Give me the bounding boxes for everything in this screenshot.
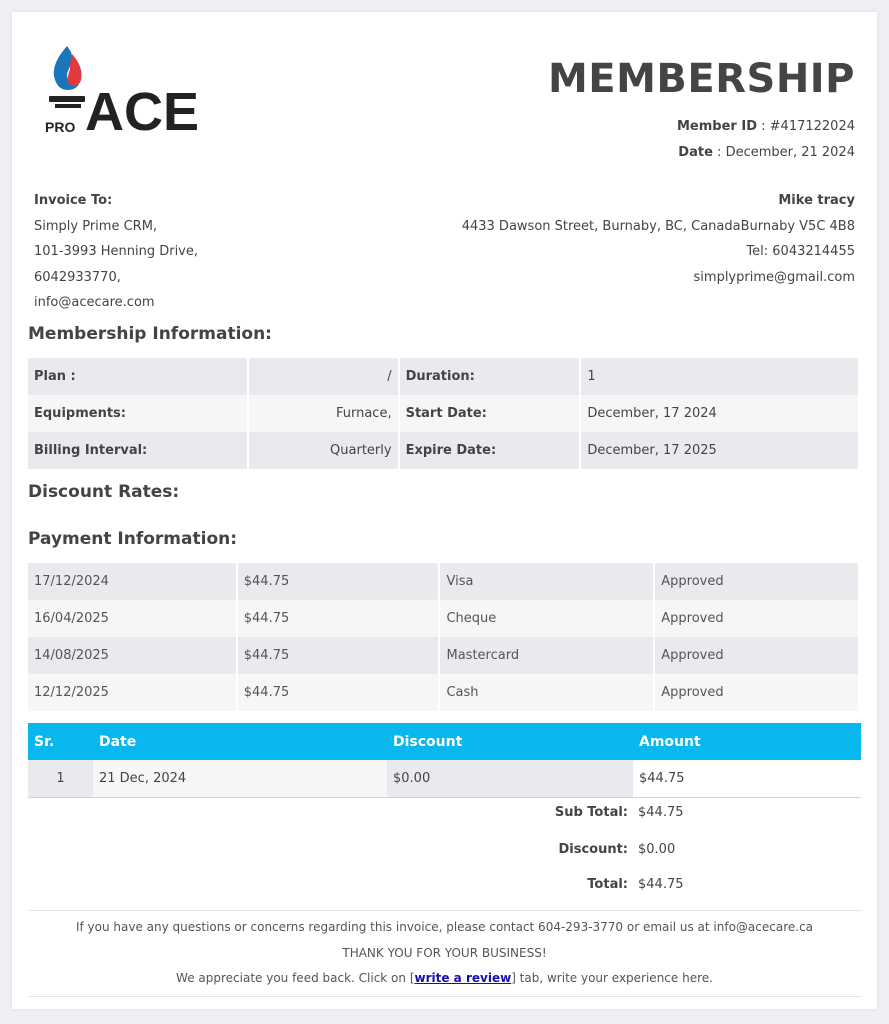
col-sr: Sr.: [28, 723, 93, 760]
payment-table: [28, 563, 860, 711]
table-row: Plan : / Duration: 1: [28, 358, 859, 395]
invoice-to-block: [34, 188, 198, 316]
member-id: Member ID : #417122024: [677, 119, 855, 134]
footer-thanks: THANK YOU FOR YOUR BUSINESS!: [342, 945, 547, 960]
membership-title: Membership Information:: [28, 324, 272, 344]
subtotal-value: $44.75: [638, 805, 684, 820]
table-row: 12/12/2025 $44.75 Cash Approved: [28, 674, 859, 711]
invoice-table: [28, 723, 861, 798]
table-row: Equipments: Furnace, Start Date: December, 17 2024: [28, 395, 859, 432]
customer-block: [462, 188, 855, 290]
bill-address: 101-3993 Henning Drive,: [34, 244, 198, 259]
invoice-date: Date : December, 21 2024: [678, 145, 855, 160]
svg-text:ACE: ACE: [85, 82, 200, 136]
bill-phone: 6042933770,: [34, 269, 121, 285]
proace-logo: [45, 40, 225, 136]
total-value: $44.75: [638, 877, 684, 892]
bill-email: info@acecare.com: [34, 295, 155, 310]
discount-value: $0.00: [638, 842, 676, 857]
invoice-header-row: [28, 723, 861, 760]
document-title: MEMBERSHIP: [547, 56, 855, 102]
write-review-link[interactable]: write a review: [414, 971, 512, 985]
bill-company: Simply Prime CRM,: [34, 218, 158, 234]
total-label: Total:: [587, 877, 628, 892]
table-row: 14/08/2025 $44.75 Mastercard Approved: [28, 637, 859, 674]
customer-name: Mike tracy: [778, 193, 855, 208]
invoice-page: [12, 12, 877, 1009]
table-row: 1 21 Dec, 2024 $0.00 $44.75: [28, 760, 861, 798]
table-row: Billing Interval: Quarterly Expire Date: December, 17 2025: [28, 432, 859, 469]
customer-tel: Tel: 6043214455: [746, 244, 855, 259]
col-date: Date: [93, 723, 387, 760]
footer-contact: If you have any questions or concerns regarding this invoice, please contact 604-293-3770 or email us at info@acecare.ca: [75, 920, 814, 934]
customer-email: simplyprime@gmail.com: [693, 269, 855, 285]
col-discount: Discount: [387, 723, 633, 760]
membership-table: [28, 358, 860, 469]
totals-block: [12, 802, 877, 902]
footer-review: We appreciate you feed back. Click on [write a review] tab, write your experience here.: [176, 971, 713, 985]
table-row: 17/12/2024 $44.75 Visa Approved: [28, 563, 859, 600]
table-row: 16/04/2025 $44.75 Cheque Approved: [28, 600, 859, 637]
col-amount: Amount: [633, 723, 861, 760]
discount-label: Discount:: [558, 842, 628, 857]
subtotal-label: Sub Total:: [554, 805, 628, 820]
discount-title: Discount Rates:: [28, 482, 180, 502]
footer: [28, 910, 861, 997]
svg-text:PRO: PRO: [45, 119, 76, 135]
customer-address: 4433 Dawson Street, Burnaby, BC, CanadaBurnaby V5C 4B8: [461, 218, 855, 234]
invoice-to-heading: Invoice To:: [34, 193, 113, 208]
payment-title: Payment Information:: [28, 529, 238, 549]
